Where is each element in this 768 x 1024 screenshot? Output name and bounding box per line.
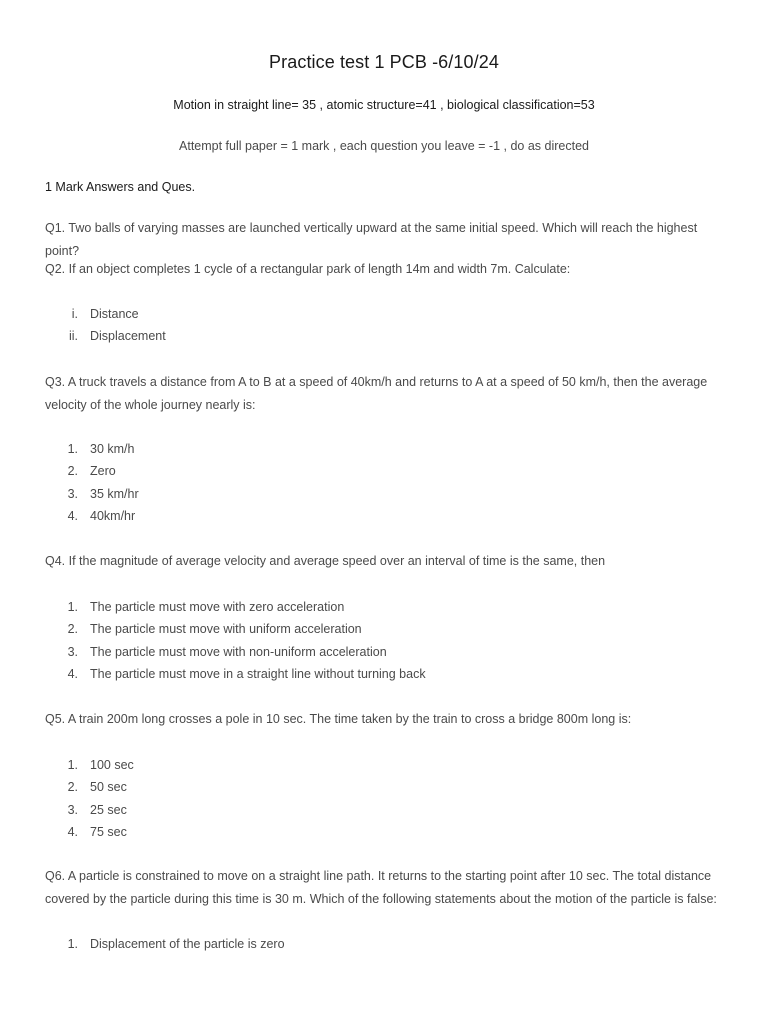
option-marker: i. [71,307,78,321]
option-label: Displacement of the particle is zero [90,937,285,951]
question-5-options [45,754,730,844]
list-item [45,505,730,527]
option-marker: 2. [67,464,78,479]
list-item [45,303,730,325]
option-label: 100 sec [90,758,134,772]
option-label: The particle must move with non-uniform acceleration [90,644,387,659]
page-title: Practice test 1 PCB -6/10/24 [269,52,499,72]
option-marker: 1. [67,758,78,772]
question-3-options [45,438,730,528]
list-item [45,821,730,843]
question-2-options [45,303,730,348]
question-4: Q4. If the magnitude of average velocity and average speed over an interval of time is the same, then [45,554,606,568]
option-label: 50 sec [90,780,127,795]
question-5: Q5. A train 200m long crosses a pole in 10 sec. The time taken by the train to cross a bridge 800m long is: [45,712,632,726]
question-3: Q3. A truck travels a distance from A to B at a speed of 40km/h and returns to A at a speed of 50 km/h, then the average velocity of the whole journey nearly is: [45,375,708,412]
option-marker: 2. [67,622,78,637]
option-label: Zero [90,464,116,479]
option-marker: 3. [67,644,78,659]
question-1: Q1. Two balls of varying masses are launched vertically upward at the same initial speed. Which will reach the highest point? [45,221,698,258]
option-label: 25 sec [90,802,127,817]
list-item [45,754,730,776]
option-marker: 4. [67,825,78,840]
option-label: Displacement [90,329,166,344]
option-label: 35 km/hr [90,486,139,501]
option-label: 30 km/h [90,442,135,456]
marking-instructions: Attempt full paper = 1 mark , each question you leave = -1 , do as directed [179,139,589,153]
syllabus-subtitle: Motion in straight line= 35 , atomic structure=41 , biological classification=53 [173,98,595,112]
option-label: 40km/hr [90,509,136,524]
list-item [45,641,730,663]
option-label: The particle must move in a straight line without turning back [90,667,426,682]
option-label: 75 sec [90,825,127,840]
question-6-options [45,933,730,955]
list-item [45,776,730,798]
list-item [45,799,730,821]
list-item [45,663,730,685]
question-4-options [45,596,730,686]
section-heading: 1 Mark Answers and Ques. [45,180,196,194]
option-label: The particle must move with zero acceleration [90,600,345,614]
option-marker: 1. [67,442,78,456]
option-marker: 1. [67,937,78,951]
option-marker: 1. [67,600,78,614]
option-marker: 3. [67,486,78,501]
option-marker: 2. [67,780,78,795]
list-item [45,933,730,955]
list-item [45,596,730,618]
option-label: Distance [90,307,139,321]
option-label: The particle must move with uniform acceleration [90,622,362,637]
option-marker: 4. [67,509,78,524]
option-marker: ii. [68,329,78,344]
list-item [45,618,730,640]
list-item [45,438,730,460]
option-marker: 4. [67,667,78,682]
question-2: Q2. If an object completes 1 cycle of a rectangular park of length 14m and width 7m. Calculate: [45,262,571,276]
option-marker: 3. [67,802,78,817]
list-item [45,460,730,482]
list-item [45,325,730,347]
list-item [45,483,730,505]
question-6: Q6. A particle is constrained to move on a straight line path. It returns to the starting point after 10 sec. The total distance covered by the particle during this time is 30 m. Which of the following statements about the motion of the particle is false: [45,869,717,906]
